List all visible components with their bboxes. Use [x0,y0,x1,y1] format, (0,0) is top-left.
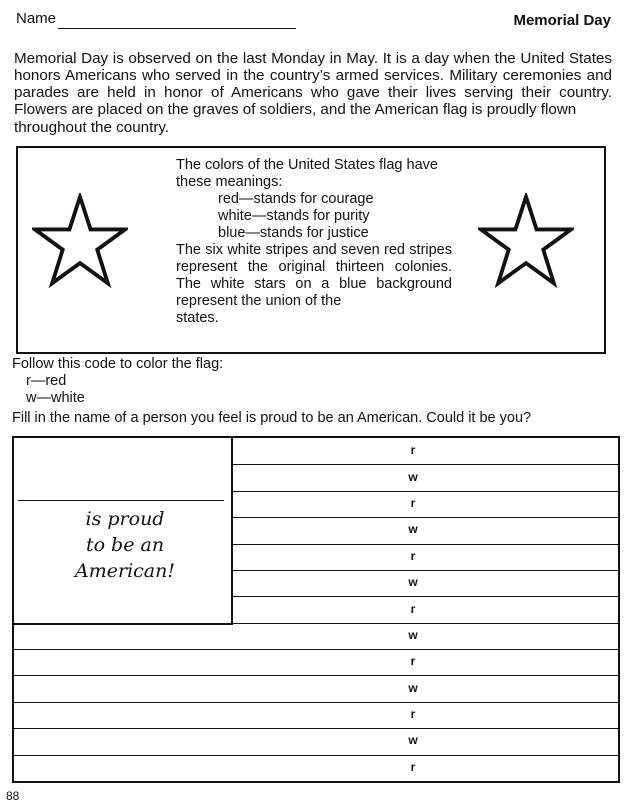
stripe-divider [233,544,618,545]
stripe-divider [14,675,618,676]
stripes-meaning: The six white stripes and seven red stripes represent the original thirteen colonies. The white stars on a blue background represent the union of the [176,242,452,309]
intro-paragraph-end: throughout the country. [14,119,170,136]
code-white: w—white [26,390,85,406]
stripe-color-code[interactable]: w [408,575,418,590]
stripe-color-code[interactable]: r [410,654,416,669]
stripe-divider [14,755,618,756]
stripe-color-code[interactable]: w [408,469,418,484]
color-code-instruction: Follow this code to color the flag: [12,356,224,372]
color-code-section [12,356,223,407]
fill-in-instruction: Fill in the name of a person you feel is proud to be an American. Could it be you? [12,410,532,426]
stripe-divider [233,464,618,465]
stripe-divider [233,596,618,597]
stripe-color-code[interactable]: r [410,759,416,774]
flag-colors-intro: The colors of the United States flag have [176,157,438,173]
stripe-divider [14,728,618,729]
proud-line-1: is proud [85,508,165,530]
stripe-color-code[interactable]: r [410,707,416,722]
meaning-white: white—stands for purity [218,208,370,224]
stripe-divider [14,623,618,624]
stripe-divider [14,649,618,650]
code-red: r—red [26,373,67,389]
meaning-red: red—stands for courage [218,191,374,207]
page-number: 88 [6,789,20,803]
stripe-divider [14,702,618,703]
star-left-icon [32,193,128,289]
person-name-blank-line[interactable] [18,500,224,501]
stripe-color-code[interactable]: w [408,627,418,642]
flag-colors-intro-2: these meanings: [176,174,283,190]
stripe-color-code[interactable]: w [408,680,418,695]
meaning-blue: blue—stands for justice [218,225,369,241]
proud-text [30,506,220,584]
name-blank-line[interactable] [58,28,296,29]
stripe-color-code[interactable]: r [410,548,416,563]
stripe-color-code[interactable]: w [408,522,418,537]
star-right-icon [478,193,574,289]
name-label: Name [16,10,57,27]
stripe-color-code[interactable]: r [410,601,416,616]
intro-paragraph: Memorial Day is observed on the last Monday in May. It is a day when the United States honors Americans who served in the country’s armed services. Military ceremonies and parades are held in honor of Americans who gave their lives serving their country. Flowers are placed on the graves of soldiers, and the American flag is proudly flown [14,50,612,118]
flag-meaning-text [176,157,452,327]
worksheet-title: Memorial Day [513,12,611,29]
stripe-color-code[interactable]: r [410,443,416,458]
stripe-divider [233,570,618,571]
stripe-divider [233,517,618,518]
stripe-color-code[interactable]: r [410,495,416,510]
stripes-meaning-end: states. [176,310,219,326]
stripe-color-code[interactable]: w [408,733,418,748]
proud-line-3: American! [75,560,175,582]
proud-line-2: to be an [85,534,165,556]
stripe-divider [233,491,618,492]
